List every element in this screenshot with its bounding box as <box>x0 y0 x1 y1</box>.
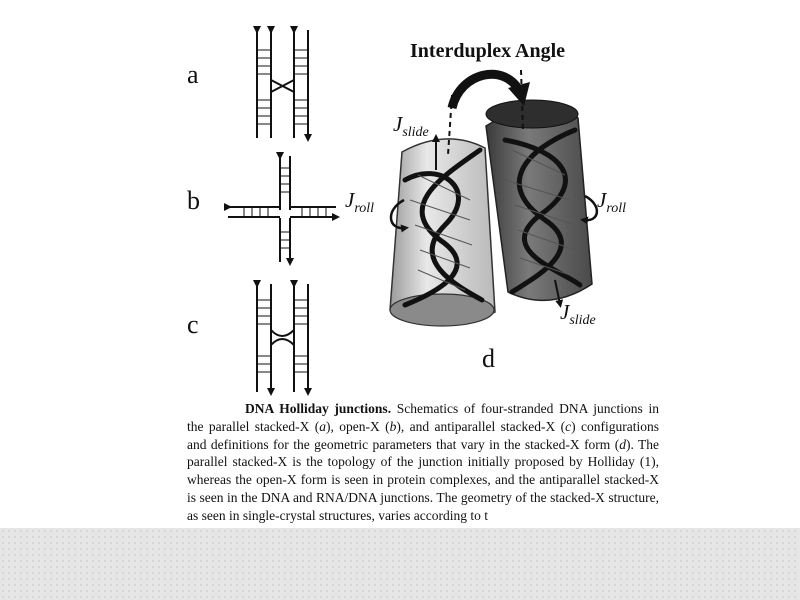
caption-text-3: ), and antiparallel stacked-X ( <box>396 418 566 434</box>
caption-text-1: Schematics of four-stranded DNA junctions in the parallel stacked-X ( <box>187 401 659 434</box>
caption-title: DNA Holliday junctions. <box>245 401 392 416</box>
panel-label-b: b <box>187 186 200 215</box>
schematic-antiparallel-stacked-x <box>257 284 308 392</box>
caption-ref-d: d <box>619 436 626 452</box>
schematic-parallel-stacked-x <box>257 30 308 138</box>
caption-ref-a: a <box>319 418 327 434</box>
j-slide-top-label <box>393 112 429 141</box>
stacked-x-cylinder-model <box>390 70 597 329</box>
j-slide-top-subscript: slide <box>402 125 429 141</box>
caption-ref-b: b <box>389 418 397 434</box>
j-roll-right-symbol: J <box>597 188 607 212</box>
j-roll-right-label <box>597 188 626 217</box>
j-roll-right-subscript: roll <box>606 201 627 217</box>
j-slide-bottom-subscript: slide <box>569 313 596 329</box>
interduplex-angle-label: Interduplex Angle <box>410 40 566 62</box>
figure-caption <box>187 400 659 538</box>
schematic-open-x <box>228 156 336 262</box>
bottom-gray-band <box>0 528 800 600</box>
j-roll-left-label <box>345 188 374 217</box>
caption-text-4: ) configurations and definitions for the geometric parameters that vary in the stacked-X form ( <box>187 418 659 452</box>
j-slide-bottom-label <box>560 300 596 329</box>
panel-label-d: d <box>482 344 495 373</box>
caption-text-5: ). The parallel stacked-X is the topology of the junction initially proposed by Holliday (1), whereas the open-X form is seen in protein complexes, and the antiparallel stacked-X is seen in the DNA and RNA/DNA junctions. The geometry of the stacked-X structure, as seen in single-crystal structures, varies according to t <box>187 436 659 523</box>
j-slide-top-symbol: J <box>393 112 403 136</box>
panel-label-a: a <box>187 60 199 89</box>
j-roll-left-subscript: roll <box>354 201 375 217</box>
caption-ref-c: c <box>565 418 572 434</box>
panel-label-c: c <box>187 310 199 339</box>
caption-text-2: ), open-X ( <box>326 418 390 434</box>
j-slide-bottom-symbol: J <box>560 300 570 324</box>
j-roll-left-symbol: J <box>345 188 355 212</box>
